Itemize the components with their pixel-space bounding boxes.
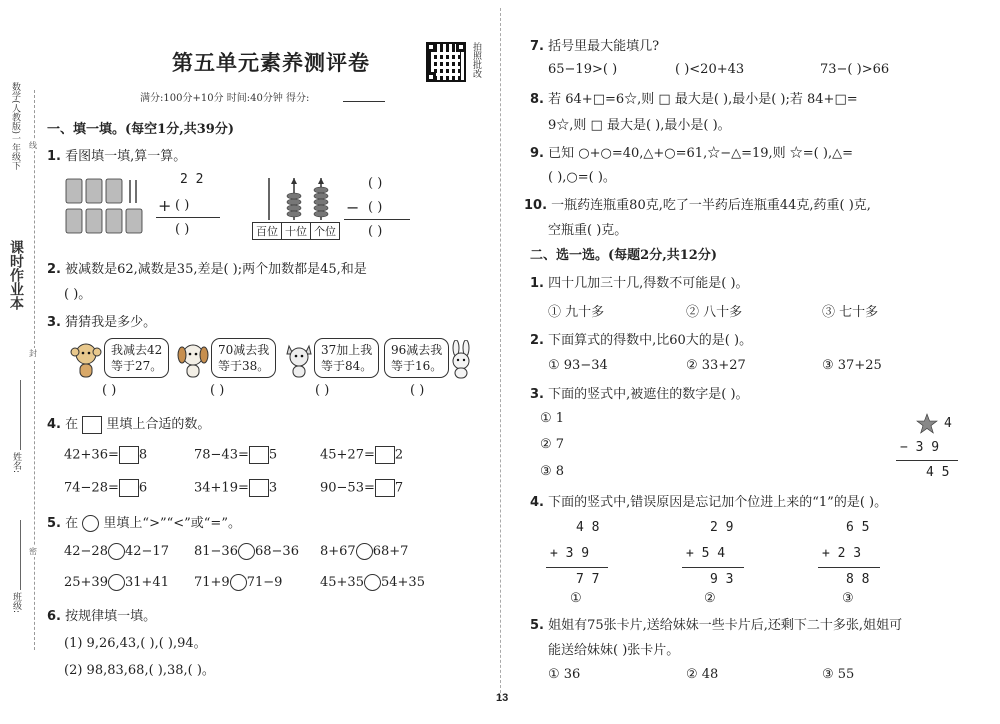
q1-rule-2 [344, 219, 410, 220]
q5-item: 71+9 71−9 [194, 575, 283, 590]
q8-line-2: 9☆,则 □ 最大是( ),最小是( )。 [548, 118, 731, 133]
c4-number: 4. [530, 495, 544, 510]
q8-text: 若 64+□=6☆,则 □ 最大是( ),最小是( );若 84+□= [548, 92, 858, 107]
c4-text: 下面的竖式中,错误原因是忘记加个位进上来的“1”的是( )。 [548, 495, 888, 510]
q10-number: 10. [524, 198, 548, 213]
score-info: 满分:100分+10分 时间:40分钟 得分: [140, 93, 310, 104]
c3-option-3[interactable]: ③ 8 [540, 464, 565, 479]
q1-blank-2: ( ) [175, 222, 190, 237]
qr-code [426, 42, 466, 82]
q6-sequence-2: (2) 98,83,68,( ),38,( )。 [64, 663, 215, 678]
q3-text: 猜猜我是多少。 [65, 315, 157, 330]
c2-option-2[interactable]: ② 33+27 [686, 358, 746, 373]
q1-text: 看图填一填,算一算。 [65, 149, 187, 164]
q3-answer-3: ( ) [315, 383, 330, 398]
q3-answer-1: ( ) [102, 383, 117, 398]
c4-v3-bottom: 8 8 [846, 572, 870, 587]
page-title: 第五单元素养测评卷 [172, 50, 370, 75]
c5-option-1[interactable]: ① 36 [548, 667, 581, 682]
star-cover-icon [916, 413, 938, 435]
q5-post: 里填上“>”“<”或“=”。 [103, 516, 241, 531]
kitten-image [282, 340, 316, 380]
q5-item: 42−28 42−17 [64, 544, 169, 559]
c1-text: 四十几加三十几,得数不可能是( )。 [548, 276, 749, 291]
c3-number: 3. [530, 387, 544, 402]
q8-number: 8. [530, 92, 544, 107]
cut-mark: 线 [29, 141, 37, 150]
q6-text: 按规律填一填。 [65, 609, 157, 624]
c4-v1-mid: + 3 9 [550, 546, 590, 561]
q4-line [47, 413, 210, 434]
c1-line [530, 272, 749, 291]
c4-v3-mid: + 2 3 [822, 546, 862, 561]
q1-top-digits: 2 2 [180, 172, 204, 187]
q7-item-b: ( )<20+43 [675, 62, 745, 77]
section-2-heading: 二、选一选。(每题2分,共12分) [530, 248, 717, 263]
riddle-1-line-2: 等于27。 [111, 359, 163, 373]
q7-item-c: 73−( )>66 [820, 62, 890, 77]
riddle-bubble-1 [104, 338, 169, 378]
class-label: 班级: [11, 592, 21, 614]
c4-v1-top: 4 8 [576, 520, 600, 535]
abacus-image [250, 176, 340, 222]
compare-circle [82, 515, 99, 532]
qr-caption: 拍照批改 [471, 42, 481, 78]
c3-vertical-bottom: 4 5 [926, 465, 950, 480]
cut-mark: 封 [29, 349, 37, 358]
c2-option-3[interactable]: ③ 37+25 [822, 358, 882, 373]
book-name: 课时作业本 [8, 240, 24, 310]
riddle-bubble-2 [211, 338, 276, 378]
q6-line [47, 605, 156, 624]
riddle-2-line-2: 等于38。 [218, 359, 270, 373]
q7-text: 括号里最大能填几? [548, 39, 660, 54]
answer-box[interactable] [119, 446, 139, 464]
c3-line [530, 383, 749, 402]
cut-line [34, 90, 35, 650]
q4-item: 34+19= 3 [194, 480, 278, 496]
place-value-labels [252, 222, 340, 240]
q3-answer-2: ( ) [210, 383, 225, 398]
bunny-image [446, 340, 476, 380]
q1-blank-1: ( ) [175, 198, 190, 213]
q5-item: 8+67 68+7 [320, 544, 409, 559]
q5-number: 5. [47, 516, 61, 531]
c2-number: 2. [530, 333, 544, 348]
answer-box[interactable] [375, 446, 395, 464]
compare-circle[interactable] [364, 574, 381, 591]
c3-text: 下面的竖式中,被遮住的数字是( )。 [548, 387, 749, 402]
q4-pre: 在 [65, 417, 79, 432]
q3-line [47, 311, 156, 330]
q9-number: 9. [530, 146, 544, 161]
answer-box[interactable] [249, 446, 269, 464]
c5-text: 姐姐有75张卡片,送给妹妹一些卡片后,还剩下二十多张,姐姐可 [548, 618, 903, 633]
q9-line [530, 142, 853, 161]
compare-circle[interactable] [238, 543, 255, 560]
c5-option-3[interactable]: ③ 55 [822, 667, 855, 682]
place-hundreds: 百位 [253, 223, 282, 239]
compare-circle[interactable] [108, 543, 125, 560]
binding-strip [0, 0, 42, 724]
q6-number: 6. [47, 609, 61, 624]
c2-text: 下面算式的得数中,比60大的是( )。 [548, 333, 753, 348]
q1-line [47, 145, 186, 164]
q9-text: 已知 ○+○=40,△+○=61,☆−△=19,则 ☆=( ),△= [548, 146, 853, 161]
c5-number: 5. [530, 618, 544, 633]
q9-line-2: ( ),○=( )。 [548, 170, 616, 185]
monkey-image [70, 340, 104, 380]
c4-mark-2[interactable]: ② [704, 591, 716, 606]
place-tens: 十位 [282, 223, 311, 239]
answer-box[interactable] [119, 479, 139, 497]
riddle-bubble-3 [314, 338, 379, 378]
c5-line-2: 能送给妹妹( )张卡片。 [548, 643, 680, 658]
subject-label: 数学(人教版)一年级下 [10, 82, 20, 171]
c5-option-2[interactable]: ② 48 [686, 667, 719, 682]
q4-item: 90−53= 7 [320, 480, 404, 496]
c4-v2-bottom: 9 3 [710, 572, 734, 587]
c1-number: 1. [530, 276, 544, 291]
compare-circle[interactable] [230, 574, 247, 591]
q2-line-2: ( )。 [64, 287, 92, 302]
bundled-sticks-image [64, 176, 148, 238]
q7-item-a: 65−19>( ) [548, 62, 618, 77]
section-1-heading: 一、填一填。(每空1分,共39分) [47, 122, 234, 137]
q4-item: 78−43= 5 [194, 447, 278, 463]
q1-blank-3: ( ) [368, 176, 383, 191]
q4-number: 4. [47, 417, 61, 432]
cut-mark: 密 [29, 547, 37, 556]
q2-text: 被减数是62,减数是35,差是( );两个加数都是45,和是 [65, 262, 367, 277]
riddle-1-line-1: 我减去42 [111, 343, 163, 357]
q1-number: 1. [47, 149, 61, 164]
c4-mark-1[interactable]: ① [570, 591, 582, 606]
c3-vertical-top: 4 [944, 416, 952, 431]
riddle-3-line-2: 等于84。 [321, 359, 373, 373]
q5-item: 25+39 31+41 [64, 575, 169, 590]
q4-item: 45+27= 2 [320, 447, 404, 463]
c4-line [530, 491, 887, 510]
c3-option-1[interactable]: ① 1 [540, 411, 565, 426]
class-line [20, 520, 21, 590]
q1-blank-5: ( ) [368, 224, 383, 239]
q8-line [530, 88, 858, 107]
riddle-4-line-1: 96减去我 [391, 343, 443, 357]
c4-v1-rule [546, 567, 608, 568]
c3-option-2[interactable]: ② 7 [540, 437, 565, 452]
c1-option-1[interactable]: ① 九十多 [548, 305, 605, 320]
q4-item: 42+36= 8 [64, 447, 148, 463]
c2-option-1[interactable]: ① 93−34 [548, 358, 608, 373]
c2-line [530, 329, 752, 348]
q3-number: 3. [47, 315, 61, 330]
compare-circle[interactable] [356, 543, 373, 560]
puppy-image [175, 340, 211, 380]
q5-pre: 在 [65, 516, 79, 531]
q1-rule-1 [156, 217, 220, 218]
c4-v3-top: 6 5 [846, 520, 870, 535]
q7-number: 7. [530, 39, 544, 54]
q2-line [47, 258, 367, 277]
riddle-bubble-4 [384, 338, 449, 378]
page-number: 13 [496, 692, 509, 704]
place-ones: 个位 [314, 225, 336, 238]
c5-line [530, 614, 902, 633]
q10-text: 一瓶药连瓶重80克,吃了一半药后连瓶重44克,药重( )克, [551, 198, 871, 213]
q1-plus: + [158, 196, 172, 215]
page-divider [500, 8, 501, 698]
q2-number: 2. [47, 262, 61, 277]
compare-circle[interactable] [108, 574, 125, 591]
q1-blank-4: ( ) [368, 200, 383, 215]
answer-box [82, 416, 102, 434]
c4-v3-rule [818, 567, 880, 568]
riddle-4-line-2: 等于16。 [391, 359, 443, 373]
q4-item: 74−28= 6 [64, 480, 148, 496]
answer-box[interactable] [375, 479, 395, 497]
q10-line [524, 194, 871, 213]
name-label: 姓名: [11, 452, 21, 474]
q1-minus: − [346, 198, 360, 217]
q6-sequence-1: (1) 9,26,43,( ),( ),94。 [64, 636, 207, 651]
answer-box[interactable] [249, 479, 269, 497]
score-line [343, 101, 385, 102]
q5-line [47, 512, 241, 532]
q5-item: 81−36 68−36 [194, 544, 299, 559]
q10-line-2: 空瓶重( )克。 [548, 223, 628, 238]
c4-v2-mid: + 5 4 [686, 546, 726, 561]
riddle-3-line-1: 37加上我 [321, 343, 373, 357]
c3-vertical-rule [896, 460, 958, 461]
name-line [20, 380, 21, 450]
q4-post: 里填上合适的数。 [106, 417, 211, 432]
q5-item: 45+35 54+35 [320, 575, 425, 590]
c4-v2-top: 2 9 [710, 520, 734, 535]
c3-vertical-mid: − 3 9 [900, 440, 940, 455]
c4-v1-bottom: 7 7 [576, 572, 600, 587]
q7-line [530, 35, 659, 54]
c1-option-3[interactable]: ③ 七十多 [822, 305, 879, 320]
c4-mark-3[interactable]: ③ [842, 591, 854, 606]
c4-v2-rule [682, 567, 744, 568]
c1-option-2[interactable]: ② 八十多 [686, 305, 743, 320]
q3-answer-4: ( ) [410, 383, 425, 398]
riddle-2-line-1: 70减去我 [218, 343, 270, 357]
